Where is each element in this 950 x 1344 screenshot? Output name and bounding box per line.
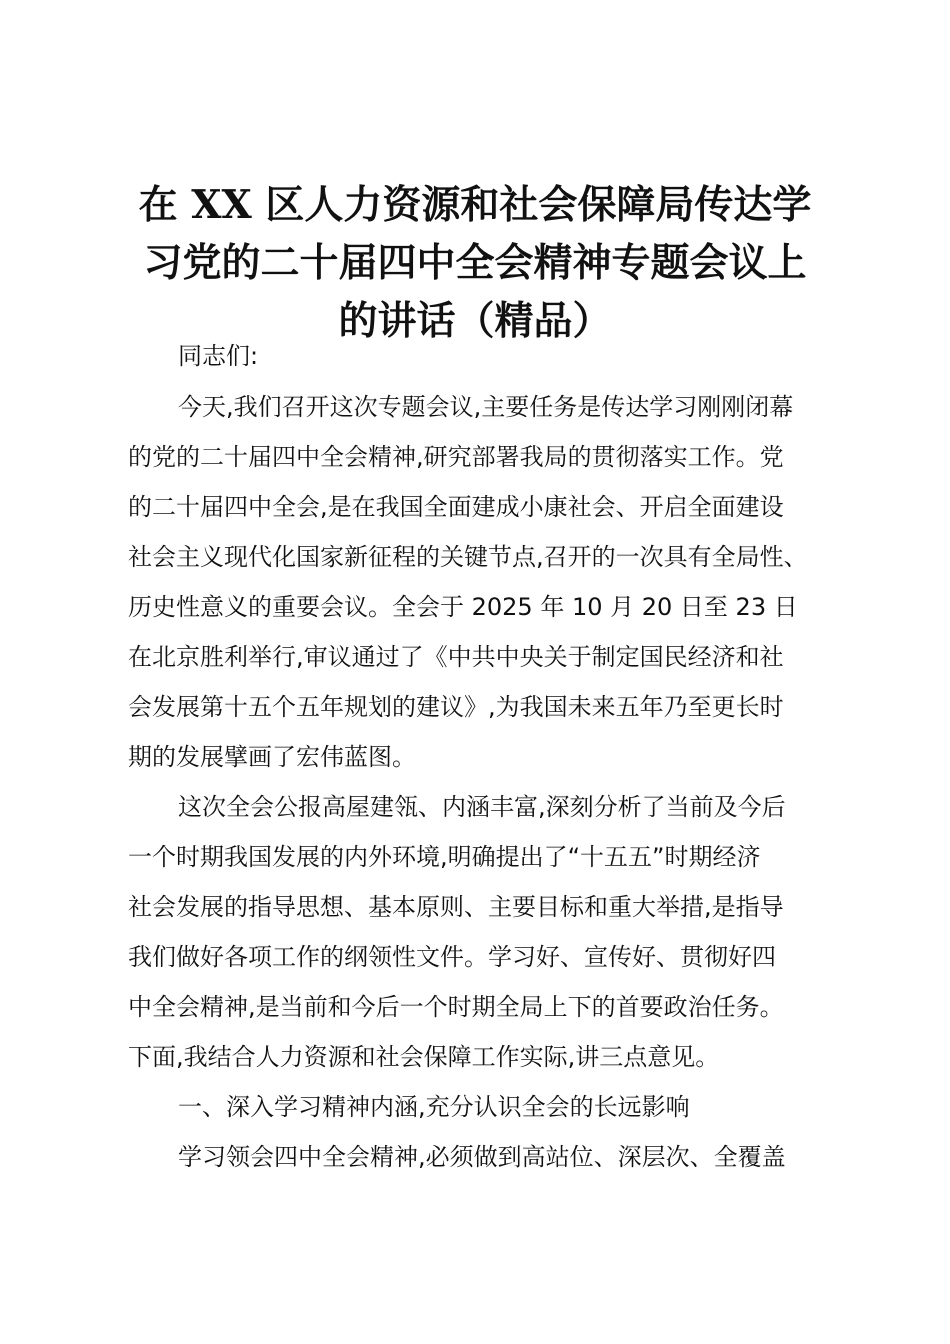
title-line-2: 习党的二十届四中全会精神专题会议上 bbox=[143, 240, 807, 286]
title-line-1: 在 XX 区人力资源和社会保障局传达学 bbox=[138, 182, 812, 228]
document-title bbox=[100, 176, 850, 350]
paragraph-2-line-4: 我们做好各项工作的纲领性文件。学习好、宣传好、贯彻好四 bbox=[128, 943, 776, 971]
paragraph-1-line-4: 社会主义现代化国家新征程的关键节点,召开的一次具有全局性、 bbox=[128, 543, 808, 571]
paragraph-1-line-6: 在北京胜利举行,审议通过了《中共中央关于制定国民经济和社 bbox=[128, 643, 784, 671]
paragraph-2-line-1: 这次全会公报高屋建瓴、内涵丰富,深刻分析了当前及今后 bbox=[178, 793, 786, 821]
salutation: 同志们: bbox=[178, 342, 259, 370]
paragraph-1-line-2: 的党的二十届四中全会精神,研究部署我局的贯彻落实工作。党 bbox=[128, 443, 784, 471]
paragraph-2-line-5: 中全会精神,是当前和今后一个时期全局上下的首要政治任务。 bbox=[128, 993, 784, 1021]
paragraph-2-line-6: 下面,我结合人力资源和社会保障工作实际,讲三点意见。 bbox=[128, 1043, 720, 1071]
section-heading-1: 一、深入学习精神内涵,充分认识全会的长远影响 bbox=[178, 1093, 690, 1121]
paragraph-2-line-3: 社会发展的指导思想、基本原则、主要目标和重大举措,是指导 bbox=[128, 893, 784, 921]
paragraph-1-line-3: 的二十届四中全会,是在我国全面建成小康社会、开启全面建设 bbox=[128, 493, 784, 521]
paragraph-3-line-1: 学习领会四中全会精神,必须做到高站位、深层次、全覆盖 bbox=[178, 1143, 786, 1171]
paragraph-1-line-8: 期的发展擘画了宏伟蓝图。 bbox=[128, 743, 416, 771]
paragraph-1-line-7: 会发展第十五个五年规划的建议》,为我国未来五年乃至更长时 bbox=[128, 693, 784, 721]
paragraph-1-line-1: 今天,我们召开这次专题会议,主要任务是传达学习刚刚闭幕 bbox=[178, 393, 794, 421]
paragraph-2-line-2: 一个时期我国发展的内外环境,明确提出了“十五五”时期经济 bbox=[128, 843, 761, 871]
paragraph-1-line-5: 历史性意义的重要会议。全会于 2025 年 10 月 20 日至 23 日 bbox=[128, 593, 798, 621]
title-line-3: 的讲话（精品） bbox=[338, 298, 612, 344]
